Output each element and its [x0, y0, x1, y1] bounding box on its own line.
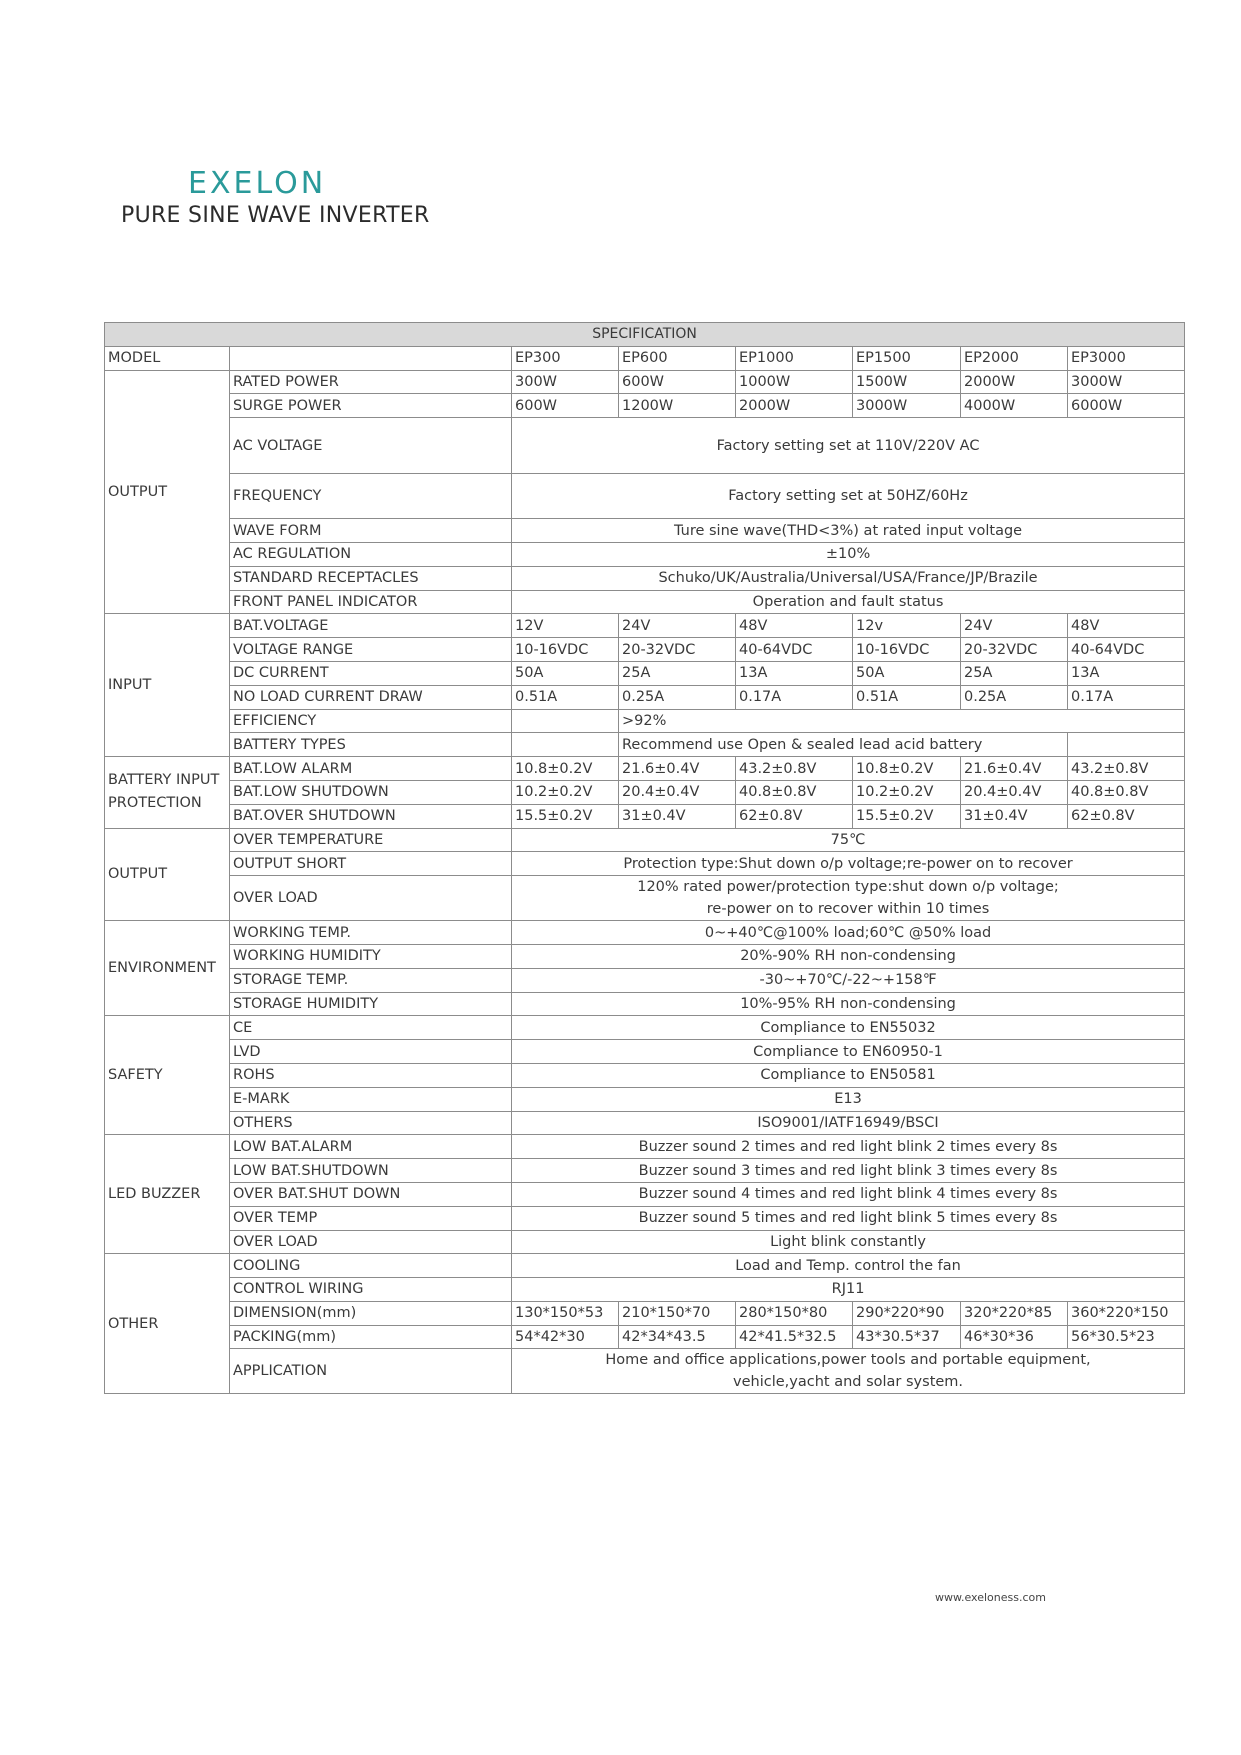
value-cell: Buzzer sound 2 times and red light blink 2 times every 8s [512, 1135, 1185, 1159]
value-cell: 10.2±0.2V [853, 780, 961, 804]
table-row [105, 944, 1185, 968]
table-row [105, 1111, 1185, 1135]
table-row [105, 1087, 1185, 1111]
row-label: DC CURRENT [230, 661, 512, 685]
table-row [105, 1230, 1185, 1254]
row-label: DIMENSION(mm) [230, 1301, 512, 1325]
table-row [105, 968, 1185, 992]
table-row [105, 685, 1185, 709]
row-label: PACKING(mm) [230, 1325, 512, 1349]
row-label: LVD [230, 1040, 512, 1064]
table-row [105, 638, 1185, 662]
value-cell: 320*220*85 [961, 1301, 1068, 1325]
value-cell: 360*220*150 [1068, 1301, 1185, 1325]
group-battery-input-protection: BATTERY INPUT PROTECTION [105, 757, 230, 828]
row-label: AC REGULATION [230, 542, 512, 566]
row-label: OUTPUT SHORT [230, 852, 512, 876]
row-label: STORAGE HUMIDITY [230, 992, 512, 1016]
row-label: FRONT PANEL INDICATOR [230, 590, 512, 614]
table-row [105, 474, 1185, 519]
row-label: ROHS [230, 1063, 512, 1087]
table-row [105, 661, 1185, 685]
row-label: STORAGE TEMP. [230, 968, 512, 992]
group-output: OUTPUT [105, 370, 230, 614]
row-label: BAT.LOW ALARM [230, 757, 512, 781]
value-cell: 0.17A [1068, 685, 1185, 709]
table-row [105, 1182, 1185, 1206]
model-cell: EP1000 [736, 346, 853, 370]
value-cell: 43.2±0.8V [1068, 757, 1185, 781]
group-environment: ENVIRONMENT [105, 921, 230, 1016]
value-cell: 20-32VDC [619, 638, 736, 662]
value-cell: 21.6±0.4V [619, 757, 736, 781]
table-row [105, 542, 1185, 566]
table-row [105, 614, 1185, 638]
brand-logo: EXELON [188, 166, 327, 201]
value-cell: 24V [961, 614, 1068, 638]
value-cell: 46*30*36 [961, 1325, 1068, 1349]
value-cell: 6000W [1068, 394, 1185, 418]
value-cell: 42*41.5*32.5 [736, 1325, 853, 1349]
value-cell: 12v [853, 614, 961, 638]
table-row [105, 1016, 1185, 1040]
document-subtitle: PURE SINE WAVE INVERTER [121, 203, 430, 228]
value-cell: 0.25A [619, 685, 736, 709]
table-row [105, 590, 1185, 614]
table-row [105, 780, 1185, 804]
value-cell: 43*30.5*37 [853, 1325, 961, 1349]
value-cell: 20.4±0.4V [619, 780, 736, 804]
value-line: 120% rated power/protection type:shut down o/p voltage; [637, 879, 1059, 896]
value-cell: 0.51A [512, 685, 619, 709]
row-label: NO LOAD CURRENT DRAW [230, 685, 512, 709]
value-cell: Factory setting set at 50HZ/60Hz [512, 474, 1185, 519]
row-label: COOLING [230, 1254, 512, 1278]
value-cell: 20-32VDC [961, 638, 1068, 662]
spec-header: SPECIFICATION [105, 323, 1185, 347]
value-cell: 280*150*80 [736, 1301, 853, 1325]
row-label: WAVE FORM [230, 519, 512, 543]
value-cell: 62±0.8V [736, 804, 853, 828]
value-cell: 50A [853, 661, 961, 685]
value-cell: Compliance to EN55032 [512, 1016, 1185, 1040]
value-cell: Buzzer sound 3 times and red light blink 3 times every 8s [512, 1159, 1185, 1183]
row-label: VOLTAGE RANGE [230, 638, 512, 662]
table-row [105, 1325, 1185, 1349]
row-label: WORKING HUMIDITY [230, 944, 512, 968]
value-cell: Schuko/UK/Australia/Universal/USA/France/JP/Brazile [512, 566, 1185, 590]
table-row [105, 418, 1185, 474]
empty-cell [512, 733, 619, 757]
table-row [105, 921, 1185, 945]
value-cell: 15.5±0.2V [853, 804, 961, 828]
value-cell: 600W [512, 394, 619, 418]
value-cell: 0~+40℃@100% load;60℃ @50% load [512, 921, 1185, 945]
row-label: OVER TEMP [230, 1206, 512, 1230]
table-row [105, 1063, 1185, 1087]
table-row [105, 828, 1185, 852]
group-other: OTHER [105, 1254, 230, 1394]
value-cell: 31±0.4V [961, 804, 1068, 828]
row-label: OVER TEMPERATURE [230, 828, 512, 852]
value-cell: Protection type:Shut down o/p voltage;re-power on to recover [512, 852, 1185, 876]
row-label: WORKING TEMP. [230, 921, 512, 945]
empty-cell [1068, 733, 1185, 757]
value-cell: 0.51A [853, 685, 961, 709]
value-line: vehicle,yacht and solar system. [733, 1374, 964, 1391]
value-cell: 3000W [853, 394, 961, 418]
value-cell: 1200W [619, 394, 736, 418]
row-label: BAT.LOW SHUTDOWN [230, 780, 512, 804]
row-label: RATED POWER [230, 370, 512, 394]
table-row [105, 1159, 1185, 1183]
row-label: E-MARK [230, 1087, 512, 1111]
row-label: OVER LOAD [230, 1230, 512, 1254]
value-cell: Operation and fault status [512, 590, 1185, 614]
value-cell: 13A [1068, 661, 1185, 685]
table-row [105, 709, 1185, 733]
value-cell: E13 [512, 1087, 1185, 1111]
row-label: LOW BAT.SHUTDOWN [230, 1159, 512, 1183]
value-cell: RJ11 [512, 1278, 1185, 1302]
value-cell: 54*42*30 [512, 1325, 619, 1349]
value-cell: 21.6±0.4V [961, 757, 1068, 781]
row-label: SURGE POWER [230, 394, 512, 418]
model-cell: EP600 [619, 346, 736, 370]
value-cell: 56*30.5*23 [1068, 1325, 1185, 1349]
value-cell: 10.2±0.2V [512, 780, 619, 804]
value-cell: 40-64VDC [736, 638, 853, 662]
row-label: CE [230, 1016, 512, 1040]
value-cell: 62±0.8V [1068, 804, 1185, 828]
value-cell: 4000W [961, 394, 1068, 418]
value-cell: 20.4±0.4V [961, 780, 1068, 804]
value-cell: ISO9001/IATF16949/BSCI [512, 1111, 1185, 1135]
value-cell: 50A [512, 661, 619, 685]
value-cell: 290*220*90 [853, 1301, 961, 1325]
model-cell: EP300 [512, 346, 619, 370]
group-output-protection: OUTPUT [105, 828, 230, 921]
table-row [105, 757, 1185, 781]
value-cell: >92% [619, 709, 1185, 733]
value-cell: Compliance to EN50581 [512, 1063, 1185, 1087]
value-cell: 210*150*70 [619, 1301, 736, 1325]
table-row [105, 566, 1185, 590]
row-label: CONTROL WIRING [230, 1278, 512, 1302]
table-row [105, 804, 1185, 828]
table-row [105, 370, 1185, 394]
value-cell: 10%-95% RH non-condensing [512, 992, 1185, 1016]
value-cell: Buzzer sound 4 times and red light blink 4 times every 8s [512, 1182, 1185, 1206]
table-row [105, 992, 1185, 1016]
table-row [105, 1278, 1185, 1302]
value-cell: 10.8±0.2V [512, 757, 619, 781]
value-cell: 15.5±0.2V [512, 804, 619, 828]
row-label: EFFICIENCY [230, 709, 512, 733]
value-cell: ±10% [512, 542, 1185, 566]
table-row [105, 1254, 1185, 1278]
table-row [105, 1206, 1185, 1230]
value-cell: 48V [736, 614, 853, 638]
row-label: OVER LOAD [230, 876, 512, 921]
value-cell: -30~+70℃/-22~+158℉ [512, 968, 1185, 992]
website-url: www.exeloness.com [935, 1591, 1046, 1604]
row-label: LOW BAT.ALARM [230, 1135, 512, 1159]
value-cell: 0.17A [736, 685, 853, 709]
value-cell: 3000W [1068, 370, 1185, 394]
value-cell: 10-16VDC [512, 638, 619, 662]
value-cell: Factory setting set at 110V/220V AC [512, 418, 1185, 474]
value-cell: 25A [961, 661, 1068, 685]
value-line: re-power on to recover within 10 times [706, 901, 990, 918]
group-input: INPUT [105, 614, 230, 757]
value-cell: 13A [736, 661, 853, 685]
value-cell: Load and Temp. control the fan [512, 1254, 1185, 1278]
value-cell [512, 876, 1185, 921]
spec-header-row [105, 323, 1185, 347]
value-cell: Compliance to EN60950-1 [512, 1040, 1185, 1064]
table-row [105, 1301, 1185, 1325]
value-cell: 25A [619, 661, 736, 685]
table-row [105, 519, 1185, 543]
row-label: OVER BAT.SHUT DOWN [230, 1182, 512, 1206]
value-cell: 1500W [853, 370, 961, 394]
value-cell: 2000W [736, 394, 853, 418]
row-label: AC VOLTAGE [230, 418, 512, 474]
value-cell: 40-64VDC [1068, 638, 1185, 662]
value-cell: 24V [619, 614, 736, 638]
value-cell: 600W [619, 370, 736, 394]
row-label: APPLICATION [230, 1349, 512, 1394]
value-cell: 0.25A [961, 685, 1068, 709]
model-row [105, 346, 1185, 370]
value-cell: 1000W [736, 370, 853, 394]
model-label: MODEL [105, 346, 230, 370]
value-cell [512, 1349, 1185, 1394]
model-cell: EP1500 [853, 346, 961, 370]
table-row [105, 733, 1185, 757]
model-cell: EP3000 [1068, 346, 1185, 370]
row-label: BAT.VOLTAGE [230, 614, 512, 638]
row-label: BATTERY TYPES [230, 733, 512, 757]
empty-cell [512, 709, 619, 733]
specification-table [104, 322, 1185, 1394]
value-cell: 48V [1068, 614, 1185, 638]
table-row [105, 852, 1185, 876]
table-row [105, 1349, 1185, 1394]
value-cell: 75℃ [512, 828, 1185, 852]
table-row [105, 1135, 1185, 1159]
value-line: Home and office applications,power tools and portable equipment, [605, 1352, 1091, 1369]
value-cell: 12V [512, 614, 619, 638]
table-row [105, 394, 1185, 418]
value-cell: 31±0.4V [619, 804, 736, 828]
value-cell: 2000W [961, 370, 1068, 394]
model-cell: EP2000 [961, 346, 1068, 370]
empty-cell [230, 346, 512, 370]
value-cell: Recommend use Open & sealed lead acid battery [619, 733, 1068, 757]
row-label: BAT.OVER SHUTDOWN [230, 804, 512, 828]
value-cell: 130*150*53 [512, 1301, 619, 1325]
value-cell: 20%-90% RH non-condensing [512, 944, 1185, 968]
row-label: STANDARD RECEPTACLES [230, 566, 512, 590]
value-cell: Ture sine wave(THD<3%) at rated input voltage [512, 519, 1185, 543]
value-cell: 40.8±0.8V [736, 780, 853, 804]
value-cell: 43.2±0.8V [736, 757, 853, 781]
group-led-buzzer: LED BUZZER [105, 1135, 230, 1254]
row-label: OTHERS [230, 1111, 512, 1135]
value-cell: 10-16VDC [853, 638, 961, 662]
value-cell: Light blink constantly [512, 1230, 1185, 1254]
value-cell: 42*34*43.5 [619, 1325, 736, 1349]
group-safety: SAFETY [105, 1016, 230, 1135]
table-row [105, 1040, 1185, 1064]
value-cell: Buzzer sound 5 times and red light blink 5 times every 8s [512, 1206, 1185, 1230]
value-cell: 10.8±0.2V [853, 757, 961, 781]
value-cell: 300W [512, 370, 619, 394]
table-row [105, 876, 1185, 921]
value-cell: 40.8±0.8V [1068, 780, 1185, 804]
row-label: FREQUENCY [230, 474, 512, 519]
